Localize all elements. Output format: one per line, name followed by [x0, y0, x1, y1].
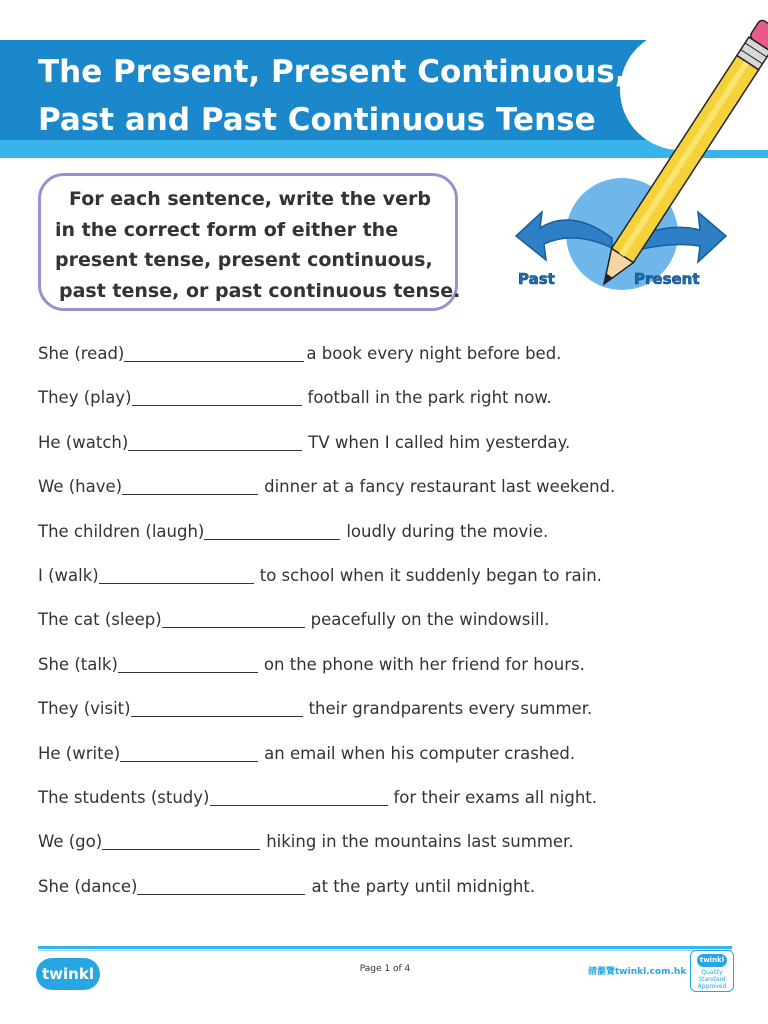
page-title-line-1: The Present, Present Continuous, — [38, 54, 627, 90]
exercise-item — [38, 518, 738, 562]
sentence-rest: peacefully on the windowsill. — [310, 610, 550, 630]
answer-blank[interactable] — [131, 696, 303, 717]
exercise-item — [38, 695, 738, 739]
instructions-line: For each sentence, write the verb — [69, 188, 431, 210]
exercise-item — [38, 384, 738, 428]
sentence-rest: TV when I called him yesterday. — [308, 432, 571, 452]
verb-prompt: She (read) — [38, 344, 125, 363]
verb-prompt: I (walk) — [38, 565, 99, 585]
sentence-rest: on the phone with her friend for hours. — [263, 654, 585, 674]
answer-blank[interactable] — [162, 607, 305, 628]
twinkl-logo[interactable]: twinkl — [36, 958, 100, 990]
sentence-rest: loudly during the movie. — [346, 521, 549, 541]
badge-logo: twinkl — [697, 954, 727, 967]
answer-blank[interactable] — [102, 829, 260, 850]
sentence-rest: to school when it suddenly began to rain. — [259, 565, 602, 585]
sentence-rest: hiking in the mountains last summer. — [266, 832, 574, 852]
sentence-rest: football in the park right now. — [307, 388, 552, 408]
exercise-item — [38, 340, 738, 384]
answer-blank[interactable] — [99, 563, 254, 584]
pencil-icon — [590, 0, 768, 290]
exercise-item — [38, 651, 738, 695]
website-link[interactable]: 請瀏覽twinkl.com.hk — [588, 967, 687, 977]
verb-prompt: They (play) — [38, 388, 132, 408]
exercise-item — [38, 784, 738, 828]
answer-blank[interactable] — [132, 385, 302, 406]
exercise-item — [38, 429, 738, 473]
instructions-text — [55, 184, 461, 306]
verb-prompt: The students (study) — [38, 787, 210, 807]
exercise-item — [38, 562, 738, 606]
sentence-rest: at the party until midnight. — [311, 876, 536, 896]
sentence-rest: dinner at a fancy restaurant last weekend. — [264, 477, 616, 497]
answer-blank[interactable] — [128, 430, 302, 451]
sentence-rest: for their exams all night. — [393, 787, 597, 807]
badge-text: Quality Standard Approved — [697, 969, 727, 990]
page-number: Page 1 of 4 — [359, 964, 411, 974]
verb-prompt: The children (laugh) — [38, 521, 205, 541]
exercise-item — [38, 828, 738, 872]
answer-blank[interactable] — [124, 341, 304, 362]
exercise-list — [38, 340, 738, 917]
exercise-item — [38, 740, 738, 784]
exercise-item — [38, 473, 738, 517]
answer-blank[interactable] — [137, 874, 305, 895]
verb-prompt: She (dance) — [38, 876, 138, 896]
answer-blank[interactable] — [118, 652, 258, 673]
sentence-rest: an email when his computer crashed. — [264, 743, 576, 763]
verb-prompt: The cat (sleep) — [38, 610, 162, 630]
answer-blank[interactable] — [210, 785, 388, 806]
verb-prompt: They (visit) — [38, 699, 131, 719]
instructions-line: present tense, present continuous, — [55, 249, 433, 271]
instructions-line: in the correct form of either the — [55, 218, 399, 241]
verb-prompt: She (talk) — [38, 654, 118, 674]
verb-prompt: He (write) — [38, 743, 121, 763]
verb-prompt: We (have) — [38, 477, 123, 497]
past-label: Past — [518, 270, 555, 288]
answer-blank[interactable] — [120, 741, 258, 762]
quality-badge — [690, 950, 734, 992]
footer-divider-thin — [38, 950, 732, 951]
present-label: Present — [634, 270, 700, 288]
verb-prompt: He (watch) — [38, 432, 129, 452]
verb-prompt: We (go) — [38, 832, 103, 852]
sentence-rest: a book every night before bed. — [306, 344, 562, 363]
footer-divider — [38, 946, 732, 949]
instructions-line: past tense, or past continuous tense. — [59, 279, 461, 302]
exercise-item — [38, 873, 738, 917]
answer-blank[interactable] — [204, 519, 340, 540]
exercise-item — [38, 606, 738, 650]
answer-blank[interactable] — [122, 474, 258, 495]
page-title-line-2: Past and Past Continuous Tense — [38, 102, 596, 138]
sentence-rest: their grandparents every summer. — [308, 699, 593, 719]
page-title — [38, 48, 658, 144]
instructions-box — [38, 173, 461, 311]
